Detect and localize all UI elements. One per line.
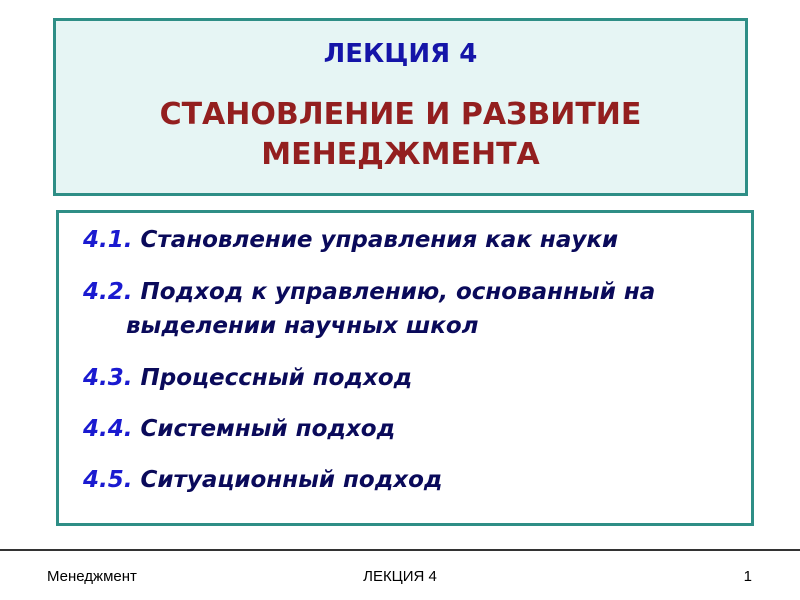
lecture-title-line-2: МЕНЕДЖМЕНТА: [261, 137, 540, 172]
lecture-title: [56, 95, 745, 175]
footer-course-name: Менеджмент: [47, 568, 137, 585]
lecture-title-line-1: СТАНОВЛЕНИЕ И РАЗВИТИЕ: [159, 97, 642, 132]
footer-divider: [0, 549, 800, 551]
topic-number: 4.4.: [83, 416, 133, 442]
topic-item: [83, 361, 412, 395]
title-box: [53, 18, 748, 196]
footer-page-number: 1: [743, 568, 752, 585]
lecture-number: ЛЕКЦИЯ 4: [323, 39, 478, 69]
topic-text: Процессный подход: [140, 365, 413, 391]
topic-number: 4.1.: [83, 227, 133, 253]
footer-lecture-label: ЛЕКЦИЯ 4: [363, 568, 437, 585]
topic-item: [83, 275, 655, 343]
topic-item: [83, 223, 618, 257]
topic-text: Ситуационный подход: [140, 467, 443, 493]
topic-item: [83, 412, 395, 446]
topic-number: 4.5.: [83, 467, 133, 493]
topic-number: 4.3.: [83, 365, 133, 391]
topic-number: 4.2.: [83, 279, 133, 305]
topic-text: Системный подход: [140, 416, 396, 442]
topics-box: [56, 210, 754, 526]
topic-text: Становление управления как науки: [140, 227, 619, 253]
topic-text: Подход к управлению, основанный на: [140, 279, 656, 305]
topic-text-continuation: выделении научных школ: [126, 313, 479, 339]
topic-item: [83, 463, 443, 497]
